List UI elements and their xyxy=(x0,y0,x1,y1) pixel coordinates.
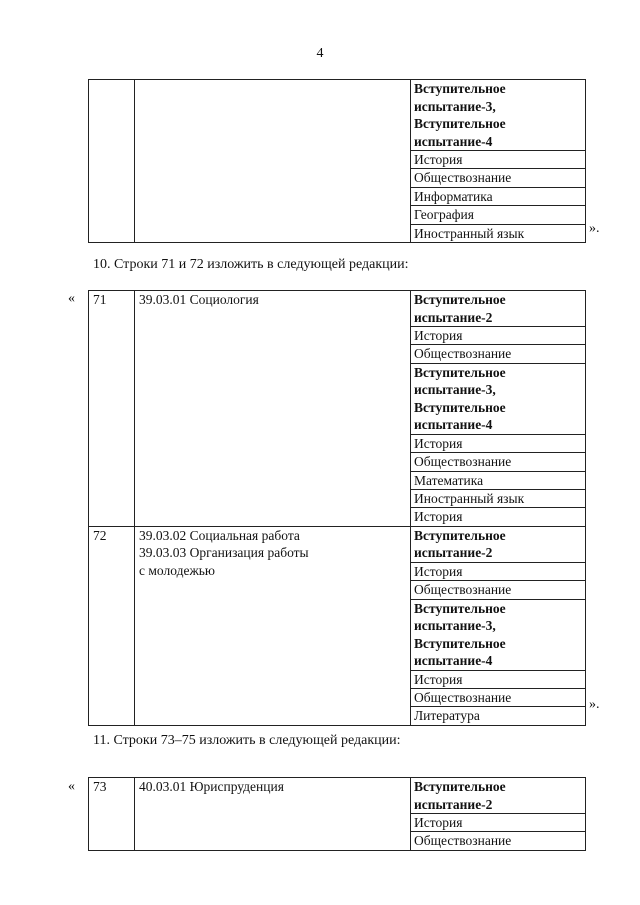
row-number-cell xyxy=(89,80,135,242)
exam-header-line: Вступительное xyxy=(414,399,506,415)
exam-block xyxy=(411,363,585,526)
subject: Иностранный язык xyxy=(411,224,585,242)
table-top xyxy=(88,79,586,243)
exam-header-line: испытание-3, xyxy=(414,98,496,114)
exam-header-line: испытание-3, xyxy=(414,618,496,634)
exam-header-line: Вступительное xyxy=(414,527,506,543)
row-number-cell: 72 xyxy=(89,527,135,725)
table-row xyxy=(89,291,585,526)
exam-header-line: Вступительное xyxy=(414,779,506,794)
subject: География xyxy=(411,205,585,223)
subject: История xyxy=(411,813,585,831)
programme-cell xyxy=(135,80,411,242)
exams-cell xyxy=(411,80,585,242)
programme-name: 39.03.02 Социальная работа xyxy=(139,527,300,543)
exam-header-line: испытание-4 xyxy=(414,133,493,149)
subject: Литература xyxy=(411,706,585,724)
exam-header-line: Вступительное xyxy=(414,364,506,380)
table-row xyxy=(89,778,585,850)
programme-cell xyxy=(135,527,411,725)
subject: Обществознание xyxy=(411,344,585,362)
subject: История xyxy=(411,670,585,688)
exam-block xyxy=(411,527,585,599)
subject: Обществознание xyxy=(411,580,585,598)
exam-block xyxy=(411,291,585,363)
exam-header-line: Вступительное xyxy=(414,600,506,616)
exam-header-line: испытание-3, xyxy=(414,382,496,398)
exam-header-line: испытание-4 xyxy=(414,417,493,433)
exam-block xyxy=(411,599,585,725)
table-row xyxy=(89,526,585,725)
programme-cell xyxy=(135,778,411,850)
programme-name: с молодежью xyxy=(139,562,216,578)
subject: История xyxy=(411,326,585,344)
exam-header-line: Вступительное xyxy=(414,635,506,651)
exam-block xyxy=(411,80,585,242)
programme-name: 39.03.01 Социология xyxy=(139,292,259,307)
row-number-cell: 73 xyxy=(89,778,135,850)
subject: История xyxy=(411,507,585,525)
paragraph-10: 10. Строки 71 и 72 изложить в следующей редакции: xyxy=(93,257,409,272)
subject: Обществознание xyxy=(411,831,585,849)
exam-header-line: испытание-2 xyxy=(414,545,493,561)
programme-cell xyxy=(135,291,411,526)
exam-header-line: Вступительное xyxy=(414,292,506,307)
closing-quote: ». xyxy=(589,221,600,236)
exams-cell xyxy=(411,527,585,725)
exam-block xyxy=(411,778,585,850)
exams-cell xyxy=(411,291,585,526)
exam-header-line: испытание-2 xyxy=(414,796,493,812)
exam-header-line: Вступительное xyxy=(414,81,506,96)
subject: Обществознание xyxy=(411,168,585,186)
opening-quote: « xyxy=(68,779,75,794)
exam-header-line: Вступительное xyxy=(414,116,506,131)
programme-name: 40.03.01 Юриспруденция xyxy=(139,779,284,794)
subject: История xyxy=(411,434,585,452)
paragraph-11: 11. Строки 73–75 изложить в следующей редакции: xyxy=(93,733,401,748)
table-row-73 xyxy=(88,777,586,851)
subject: Обществознание xyxy=(411,452,585,470)
exams-cell xyxy=(411,778,585,850)
table-row xyxy=(89,80,585,242)
exam-header-line: испытание-4 xyxy=(414,653,493,669)
subject: История xyxy=(411,150,585,168)
closing-quote: ». xyxy=(589,697,600,712)
subject: Информатика xyxy=(411,187,585,205)
row-number-cell: 71 xyxy=(89,291,135,526)
programme-name: 39.03.03 Организация работы xyxy=(139,545,309,561)
table-rows-71-72 xyxy=(88,290,586,726)
exam-header-line: испытание-2 xyxy=(414,309,493,325)
subject: Обществознание xyxy=(411,688,585,706)
subject: История xyxy=(411,562,585,580)
subject: Математика xyxy=(411,471,585,489)
page-number: 4 xyxy=(316,46,324,61)
subject: Иностранный язык xyxy=(411,489,585,507)
opening-quote: « xyxy=(68,291,75,306)
